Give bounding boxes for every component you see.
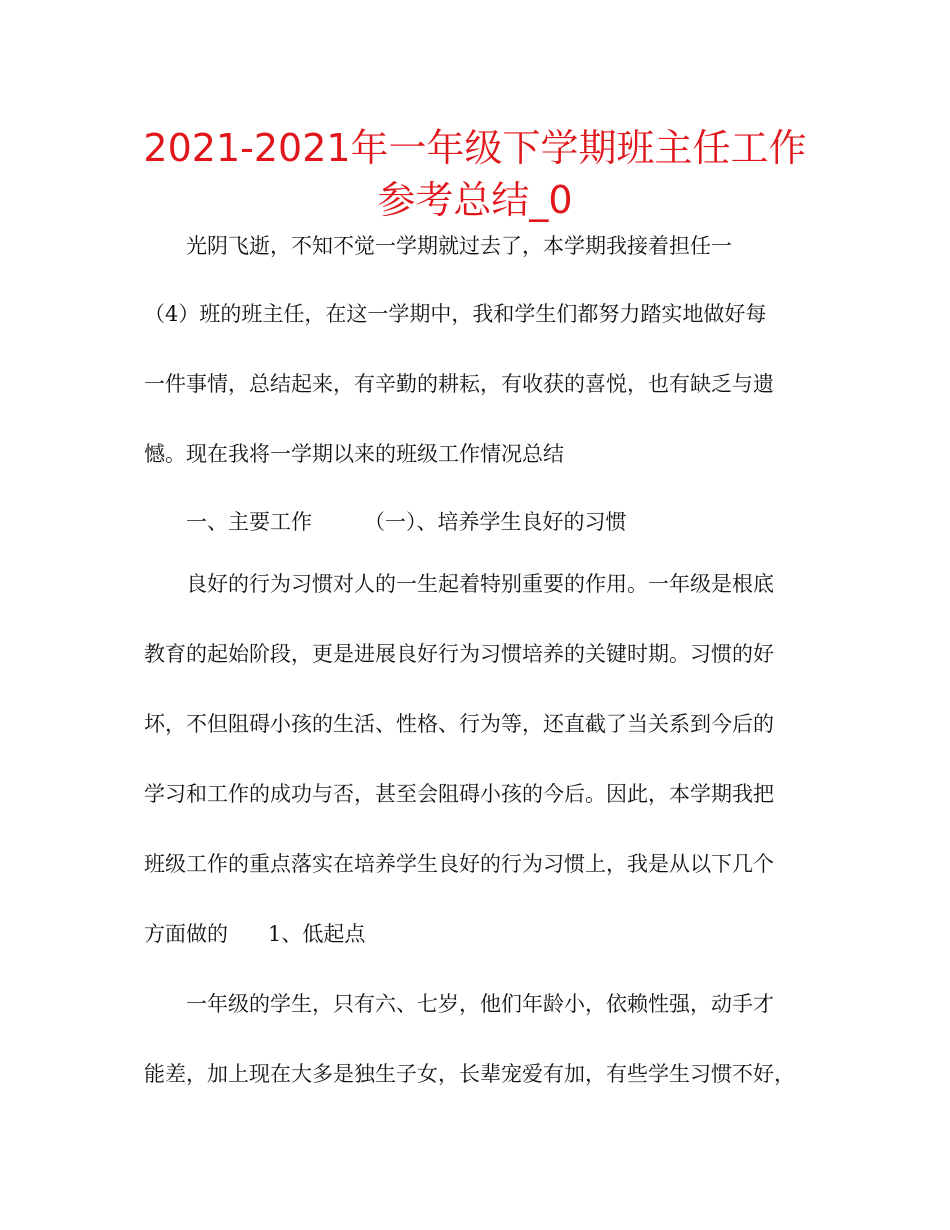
paragraph-line: 良好的行为习惯对人的一生起着特别重要的作用。一年级是根底 — [186, 572, 774, 596]
document-title: 2021-2021年一年级下学期班主任工作参考总结_0 — [143, 126, 807, 222]
subsection-heading: （一）、培养学生良好的习惯 — [364, 510, 627, 534]
paragraph-line: 班级工作的重点落实在培养学生良好的行为习惯上，我是从以下几个 — [144, 852, 774, 876]
paragraph-line: 坏，不但阻碍小孩的生活、性格、行为等，还直截了当关系到今后的 — [144, 712, 774, 736]
paragraph-line: 憾。现在我将一学期以来的班级工作情况总结 — [144, 442, 564, 466]
paragraph-line: 一件事情，总结起来，有辛勤的耕耘，有收获的喜悦，也有缺乏与遗 — [144, 372, 774, 396]
section-heading-line — [186, 508, 866, 536]
paragraph-line: 光阴飞逝，不知不觉一学期就过去了，本学期我接着担任一 — [186, 234, 732, 258]
paragraph-text: 方面做的 — [144, 922, 228, 946]
point-heading: 1、低起点 — [268, 922, 366, 946]
section-heading: 一、主要工作 — [186, 510, 312, 534]
paragraph-line: 教育的起始阶段，更是进展良好行为习惯培养的关键时期。习惯的好 — [144, 642, 774, 666]
paragraph-line: 一年级的学生，只有六、七岁，他们年龄小，依赖性强，动手才 — [186, 992, 774, 1016]
paragraph-line: （4）班的班主任，在这一学期中，我和学生们都努力踏实地做好每 — [144, 302, 767, 326]
paragraph-line: 能差，加上现在大多是独生子女，长辈宠爱有加，有些学生习惯不好， — [144, 1062, 795, 1086]
paragraph-line: 学习和工作的成功与否，甚至会阻碍小孩的今后。因此，本学期我把 — [144, 782, 774, 806]
paragraph-line-with-point — [144, 920, 824, 948]
